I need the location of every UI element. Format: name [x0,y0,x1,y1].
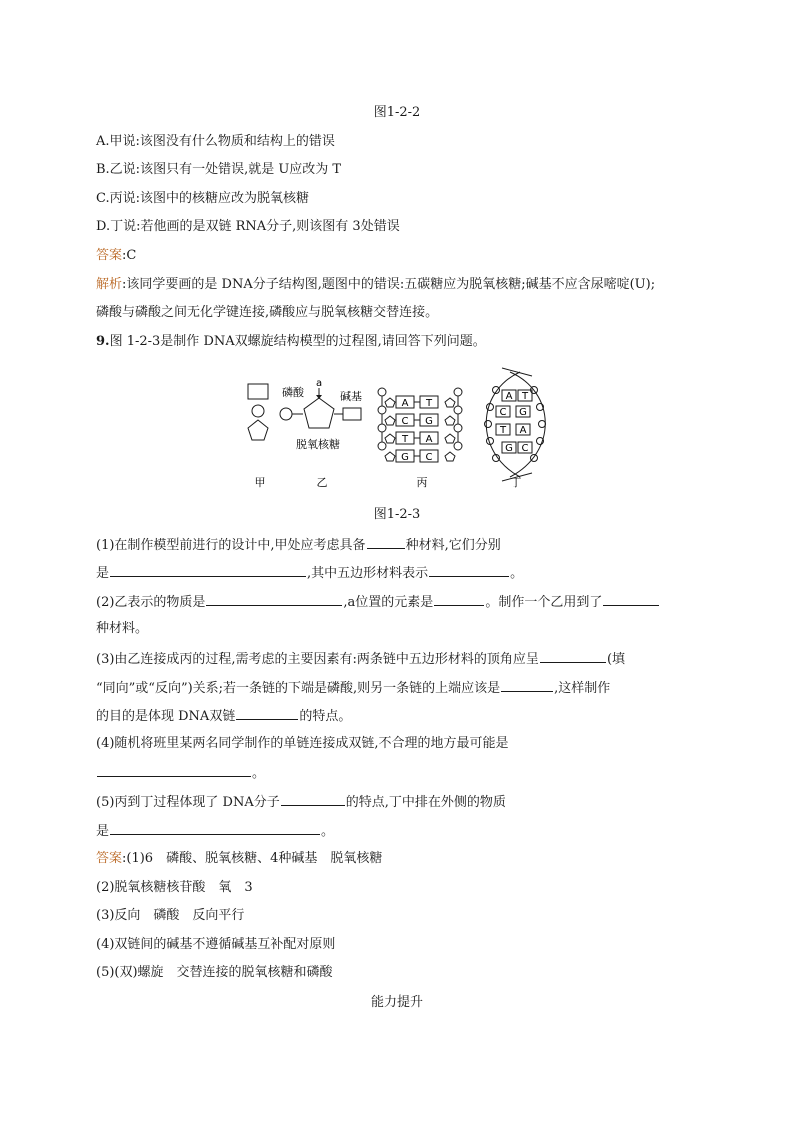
phosphate-label: 磷酸 [282,386,304,399]
sub-question-2-line-2: 种材料。 [96,621,149,636]
stage-label-ding: 丁 [510,476,522,489]
sub1-text-b: 种材料,它们分别 [405,538,501,553]
sub2-blank-materials [603,592,659,606]
analysis-text-1: :该同学要画的是 DNA分子结构图,题图中的错误:五碳糖应为脱氧核糖;碱基不应含尿嘧啶(U); [122,277,656,292]
svg-text:G: G [425,416,433,427]
sub5-blank-outer [110,821,320,835]
sub2-text-b: ,a位置的元素是 [343,595,434,610]
answer-item-2: (2)脱氧核糖核苷酸 氧 3 [96,880,253,895]
sub3-blank-upper-end [501,678,553,692]
svg-text:A: A [505,391,513,402]
sub2-text-c: 。制作一个乙用到了 [485,595,603,610]
sub-question-5-line-2 [96,821,334,841]
option-d: D.丁说:若他画的是双链 RNA分子,则该图有 3处错误 [96,219,400,234]
sub5-blank-feature [281,792,345,806]
svg-text:C: C [425,452,433,463]
sub3-blank-direction [540,649,606,663]
sub1-text-a: (1)在制作模型前进行的设计中,甲处应考虑具备 [96,538,366,553]
sub1-text-c: 是 [96,566,110,581]
svg-text:C: C [401,416,409,427]
answer-line-1 [96,247,136,265]
svg-text:A: A [401,398,409,409]
sub2-text-a: (2)乙表示的物质是 [96,595,206,610]
svg-text:T: T [521,391,529,402]
stage-label-yi: 乙 [316,476,328,489]
sub3-text-f: 的特点。 [299,709,352,724]
sub-question-4-line-2 [96,763,265,783]
answer-2-value: :(1)6 磷酸、脱氧核糖、4种碱基 脱氧核糖 [122,851,383,866]
svg-text:C: C [499,407,507,418]
answer-item-5: (5)(双)螺旋 交替连接的脱氧核糖和磷酸 [96,965,333,980]
question-9 [96,333,486,351]
sub3-text-c: “同向”或“反向”)关系;若一条链的下端是磷酸,则另一条链的上端应该是 [96,681,501,696]
stage-label-bing: 丙 [416,476,428,489]
sub5-text-c: 是 [96,824,110,839]
analysis-line-2: 磷酸与磷酸之间无化学键连接,磷酸应与脱氧核糖交替连接。 [96,305,439,320]
sub3-text-a: (3)由乙连接成丙的过程,需考虑的主要因素有:两条链中五边形材料的顶角应呈 [96,652,539,667]
question-number: 9. [96,334,110,349]
yi-phosphate-circle [280,408,292,420]
answer-line-2 [96,850,382,868]
top-caption: 图1-2-2 [373,105,421,120]
svg-text:G: G [401,452,409,463]
answer-value: :C [122,248,137,263]
stage-label-jia: 甲 [254,476,266,489]
sub4-text-b: 。 [252,766,266,781]
sub-question-2-line-1 [96,592,660,612]
svg-text:A: A [425,434,433,445]
sub-question-3-line-2 [96,678,610,698]
option-b: B.乙说:该图只有一处错误,就是 U应改为 T [96,162,342,177]
sub1-text-e: 。 [510,566,524,581]
yi-sugar-pentagon [304,398,334,428]
a-arrow-head [316,395,322,399]
sub-question-5-line-1 [96,792,506,812]
svg-text:G: G [519,407,527,418]
sub1-blank-materials [110,563,306,577]
jia-base-rectangle [248,384,268,399]
analysis-line-1 [96,276,655,294]
sub-question-4-line-1: (4)随机将班里某两名同学制作的单链连接成双链,不合理的地方最可能是 [96,736,509,751]
sub3-text-d: ,这样制作 [554,681,611,696]
sub5-text-a: (5)丙到丁过程体现了 DNA分子 [96,795,280,810]
sub-question-1-line-2 [96,563,523,583]
sub5-text-b: 的特点,丁中排在外侧的物质 [345,795,506,810]
svg-text:G: G [505,443,513,454]
answer-item-4: (4)双链间的碱基不遵循碱基互补配对原则 [96,937,336,952]
base-label: 碱基 [340,390,362,403]
sub1-text-d: ,其中五边形材料表示 [307,566,429,581]
jia-sugar-pentagon [248,420,268,440]
sub3-text-e: 的目的是体现 DNA双链 [96,709,236,724]
option-a: A.甲说:该图没有什么物质和结构上的错误 [96,134,335,149]
sub3-blank-feature [236,706,298,720]
analysis-label: 解析 [96,277,123,292]
svg-text:T: T [499,425,507,436]
deoxyribose-label: 脱氧核糖 [296,438,340,451]
sub1-blank-count [367,535,405,549]
svg-text:C: C [521,443,529,454]
sub-question-3-line-3 [96,706,351,726]
svg-text:A: A [519,425,527,436]
dna-model-figure [236,362,566,497]
section-title: 能力提升 [370,995,423,1010]
answer-2-label: 答案 [96,851,123,866]
svg-text:T: T [401,434,409,445]
answer-item-3: (3)反向 磷酸 反向平行 [96,908,245,923]
option-c: C.丙说:该图中的核糖应改为脱氧核糖 [96,191,309,206]
sub-question-1-line-1 [96,535,501,555]
sub4-blank [97,763,251,777]
sub5-text-d: 。 [321,824,335,839]
jia-phosphate-circle [252,405,264,417]
yi-base-rectangle [343,408,361,420]
a-label: a [316,378,323,389]
question-text: 图 1-2-3是制作 DNA双螺旋结构模型的过程图,请回答下列问题。 [109,334,486,349]
figure-caption: 图1-2-3 [373,507,421,522]
svg-text:T: T [425,398,433,409]
answer-label: 答案 [96,248,123,263]
sub-question-3-line-1 [96,649,625,669]
sub1-blank-pentagon [429,563,509,577]
sub2-blank-substance [206,592,342,606]
sub3-text-b: (填 [606,652,626,667]
sub2-blank-element [434,592,484,606]
